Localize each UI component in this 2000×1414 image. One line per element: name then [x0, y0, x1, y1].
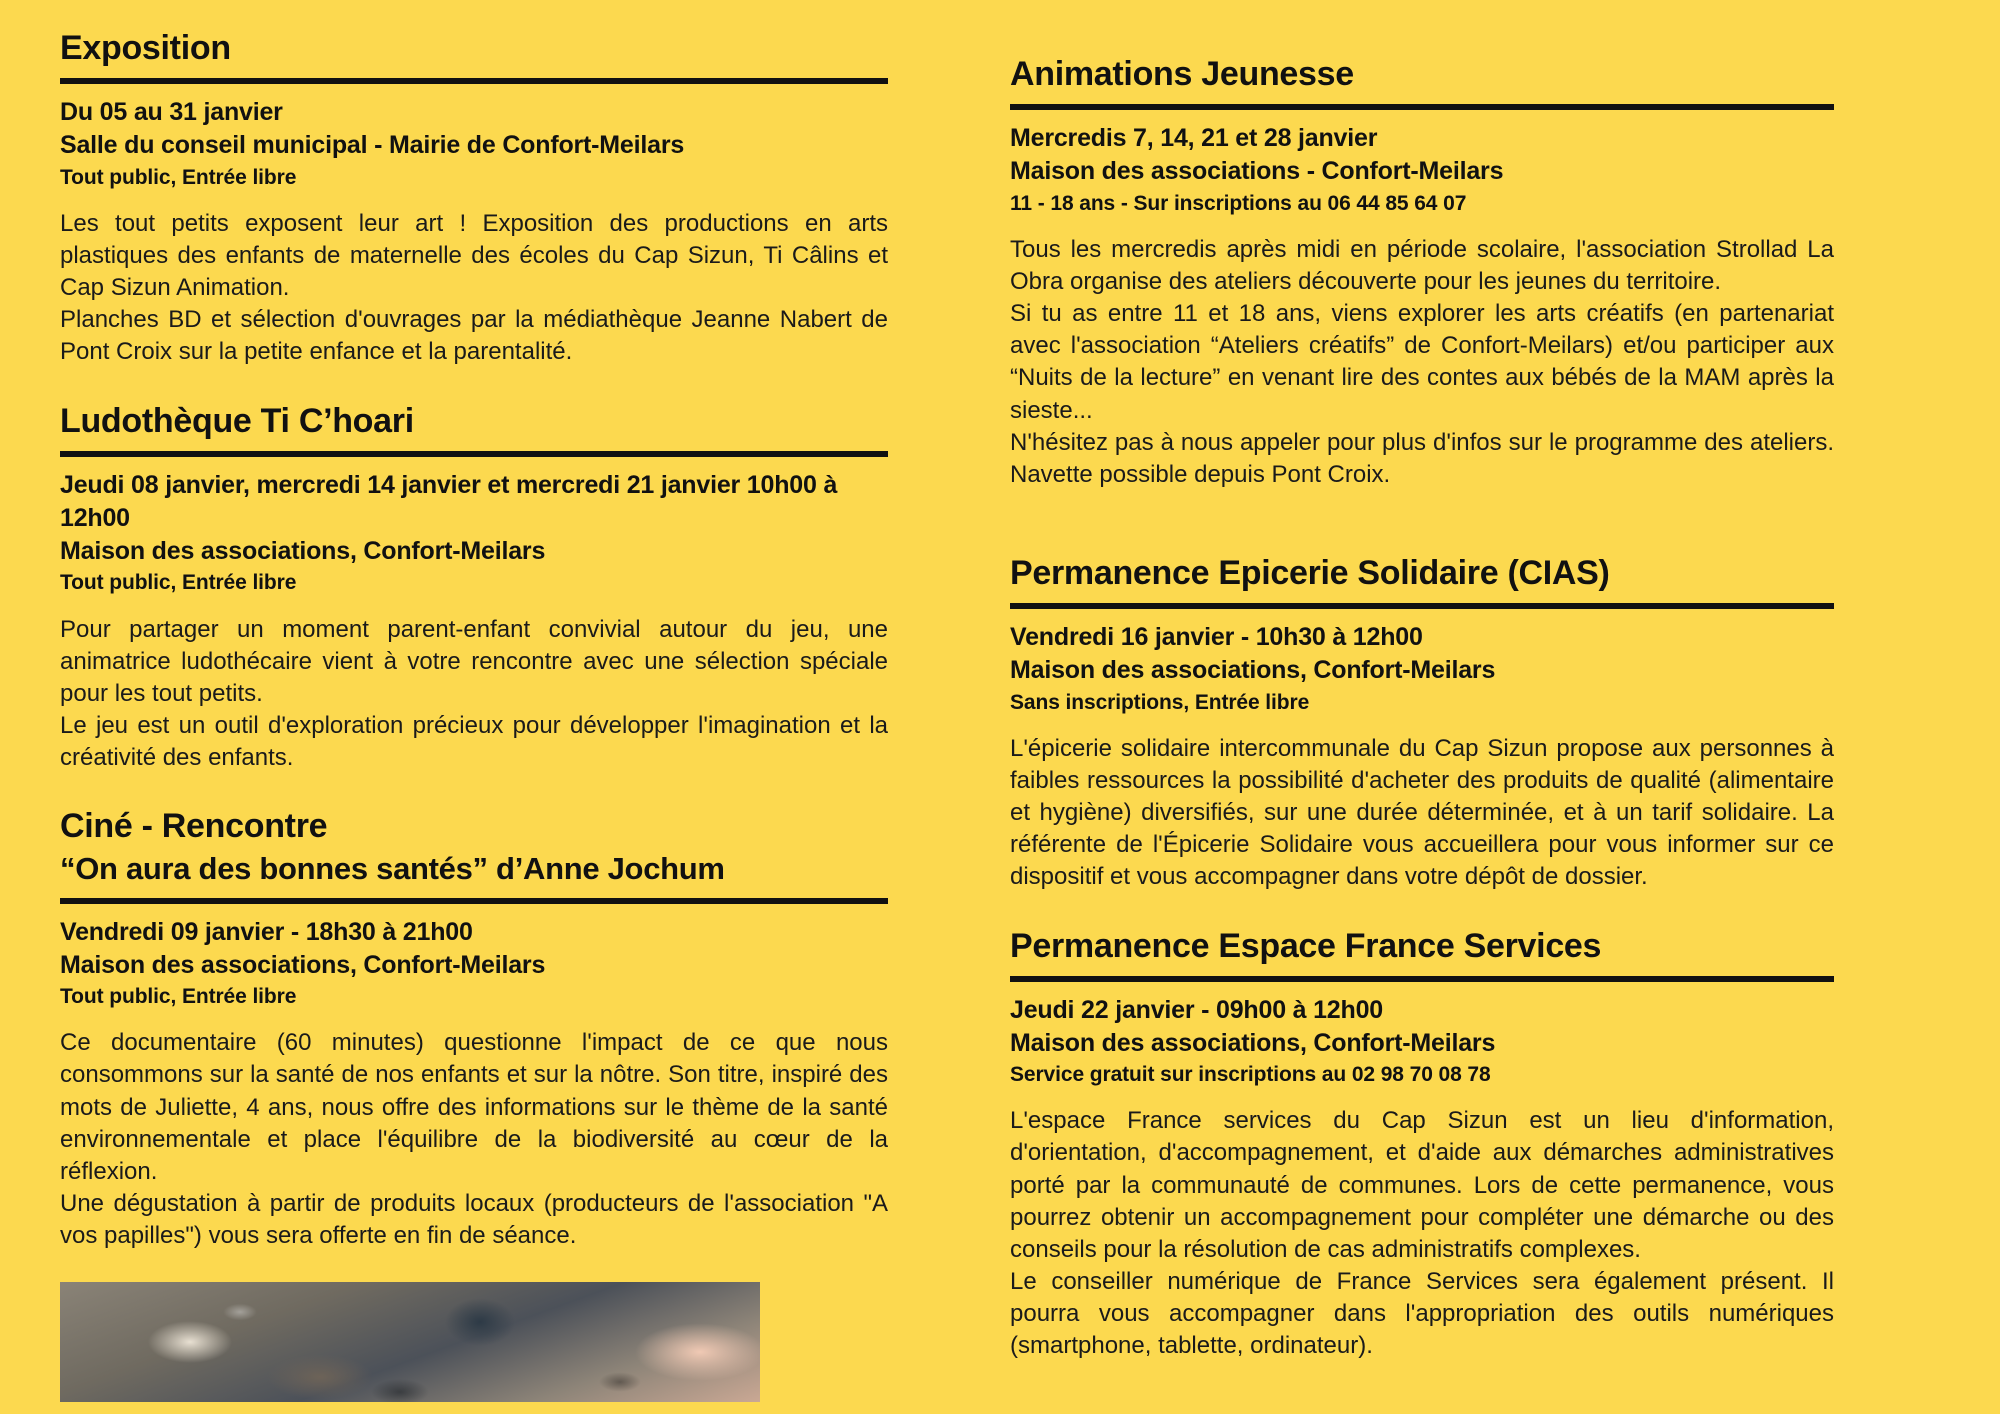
section-subtitle: “On aura des bonnes santés” d’Anne Jochum — [60, 851, 725, 887]
section-epicerie-solidaire — [1010, 553, 1834, 894]
paragraph: Les tout petits exposent leur art ! Exposition des productions en arts plastiques des enfants de maternelle des écoles du Cap Sizun, Ti Câlins et Cap Sizun Animation. — [60, 209, 888, 302]
paragraph: N'hésitez pas à nous appeler pour plus d'infos sur le programme des ateliers. Navette possible depuis Pont Croix. — [1010, 428, 1834, 488]
section-meta-note: Service gratuit sur inscriptions au 02 98 70 08 78 — [1010, 1063, 1491, 1087]
section-title: Animations Jeunesse — [1010, 55, 1354, 93]
section-meta-line: Maison des associations, Confort-Meilars — [1010, 1028, 1496, 1057]
paragraph: L'espace France services du Cap Sizun est un lieu d'information, d'orientation, d'accompagnement, et d'aide aux démarches administratives porté par la communauté de communes. Lors de cette permanence, vous pourrez obtenir un accompagnement pour compléter une démarche ou des conseils pour la résolution de cas administratifs complexes. — [1010, 1107, 1834, 1263]
section-title: Permanence Espace France Services — [1010, 926, 1602, 965]
section-title: Ciné - Rencontre — [60, 807, 328, 846]
section-body — [60, 1027, 888, 1252]
section-divider — [1010, 104, 1834, 110]
section-meta-line: Maison des associations, Confort-Meilars — [60, 537, 546, 566]
section-body — [1010, 733, 1834, 894]
paragraph: L'épicerie solidaire intercommunale du Cap Sizun propose aux personnes à faibles ressources la possibilité d'acheter des produits de qualité (alimentaire et hygiène) diversifiés, sur une durée déterminée, et à un tarif solidaire. La référente de l'Épicerie Solidaire vous accueillera pour vous informer sur ce dispositif et vous accompagner dans votre dépôt de dossier. — [1010, 734, 1834, 891]
section-meta-line: Jeudi 22 janvier - 09h00 à 12h00 — [1010, 995, 1383, 1024]
left-column — [60, 28, 888, 1414]
section-meta-line: Vendredi 09 janvier - 18h30 à 21h00 — [60, 917, 473, 946]
section-body — [60, 208, 888, 369]
paragraph: Le jeu est un outil d'exploration précieux pour développer l'imagination et la créativité des enfants. — [60, 711, 888, 772]
section-meta-note: Sans inscriptions, Entrée libre — [1010, 690, 1310, 714]
section-france-services — [1010, 926, 1834, 1363]
paragraph: Une dégustation à partir de produits locaux (producteurs de l'association "A vos papilles") vous sera offerte en fin de séance. — [60, 1189, 888, 1250]
section-divider — [60, 451, 888, 457]
section-meta-line: Mercredis 7, 14, 21 et 28 janvier — [1010, 124, 1378, 153]
section-title: Permanence Epicerie Solidaire (CIAS) — [1010, 553, 1610, 592]
section-meta-line: Maison des associations, Confort-Meilars — [1010, 656, 1496, 685]
section-meta-line: Maison des associations, Confort-Meilars — [60, 950, 546, 979]
section-divider — [60, 78, 888, 84]
section-exposition — [60, 28, 888, 369]
section-body — [60, 614, 888, 775]
section-meta-line: Du 05 au 31 janvier — [60, 98, 283, 127]
paragraph: Pour partager un moment parent-enfant convivial autour du jeu, une animatrice ludothécaire vient à votre rencontre avec une sélection spéciale pour les tout petits. — [60, 615, 888, 707]
section-meta-note: Tout public, Entrée libre — [60, 985, 297, 1009]
section-title: Ludothèque Ti C’hoari — [60, 401, 414, 440]
paragraph: Tous les mercredis après midi en période scolaire, l'association Strollad La Obra organise des ateliers découverte pour les jeunes du territoire. — [1010, 235, 1834, 295]
section-meta-line: Jeudi 08 janvier, mercredi 14 janvier et mercredi 21 janvier 10h00 à 12h00 — [60, 470, 838, 532]
paragraph: Le conseiller numérique de France Services sera également présent. Il pourra vous accompagner dans l'appropriation des outils numériques (smartphone, tablette, ordinateur). — [1010, 1268, 1834, 1360]
section-divider — [60, 898, 888, 904]
spacer — [1010, 491, 1834, 553]
section-ludotheque — [60, 401, 888, 775]
section-meta-note: Tout public, Entrée libre — [60, 165, 297, 189]
right-column — [1010, 28, 1834, 1414]
section-meta-line: Salle du conseil municipal - Mairie de Confort-Meilars — [60, 131, 685, 160]
spacer — [60, 774, 888, 806]
section-body — [1010, 234, 1834, 491]
section-meta-line: Maison des associations - Confort-Meilars — [1010, 157, 1504, 186]
spacer — [1010, 894, 1834, 926]
section-meta-note: 11 - 18 ans - Sur inscriptions au 06 44 85 64 07 — [1010, 191, 1467, 215]
section-divider — [1010, 976, 1834, 982]
section-meta-note: Tout public, Entrée libre — [60, 571, 297, 595]
event-photo — [60, 1282, 760, 1402]
section-title: Exposition — [60, 29, 231, 67]
paragraph: Ce documentaire (60 minutes) questionne l'impact de ce que nous consommons sur la santé de nos enfants et sur la nôtre. Son titre, inspiré des mots de Juliette, 4 ans, nous offre des informations sur le thème de la santé environnementale et place l'équilibre de la biodiversité au cœur de la réflexion. — [60, 1029, 888, 1185]
section-cine-rencontre — [60, 806, 888, 1252]
section-divider — [1010, 603, 1834, 609]
section-animations-jeunesse — [1010, 54, 1834, 491]
section-body — [1010, 1105, 1834, 1362]
paragraph: Planches BD et sélection d'ouvrages par la médiathèque Jeanne Nabert de Pont Croix sur la petite enfance et la parentalité. — [60, 306, 888, 366]
spacer — [60, 369, 888, 401]
paragraph: Si tu as entre 11 et 18 ans, viens explorer les arts créatifs (en partenariat avec l'association “Ateliers créatifs” de Confort-Meilars) et/ou participer aux “Nuits de la lecture” en venant lire des contes aux bébés de la MAM après la sieste... — [1010, 300, 1834, 424]
section-meta-line: Vendredi 16 janvier - 10h30 à 12h00 — [1010, 623, 1423, 652]
